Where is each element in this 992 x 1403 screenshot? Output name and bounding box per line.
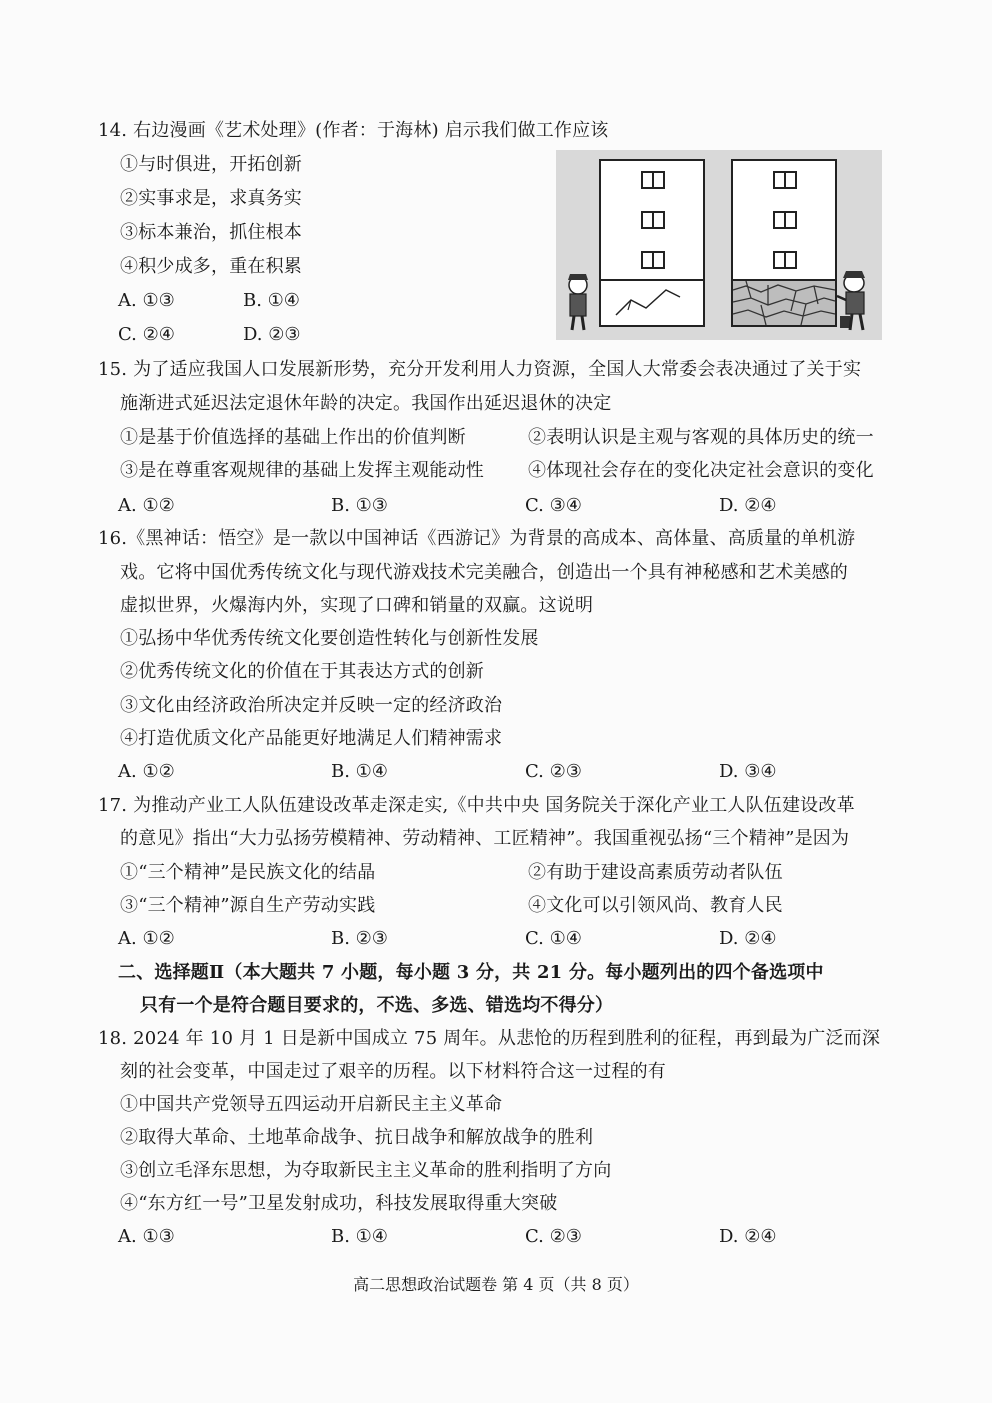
section-2-heading-line-2: 只有一个是符合题目要求的，不选、多选、错选均不得分） [140,995,614,1016]
q14-option-b: B. ①④ [243,290,300,311]
q14-option-c: C. ②④ [118,324,175,345]
q18-item-2: ②取得大革命、土地革命战争、抗日战争和解放战争的胜利 [120,1127,594,1148]
q15-item-1: ①是基于价值选择的基础上作出的价值判断 [120,427,466,448]
q16-item-3: ③文化由经济政治所决定并反映一定的经济政治 [120,695,503,716]
q16-item-4: ④打造优质文化产品能更好地满足人们精神需求 [120,728,503,749]
q18-item-1: ①中国共产党领导五四运动开启新民主主义革命 [120,1094,503,1115]
q16-option-a: A. ①② [118,761,175,782]
q18-option-d: D. ②④ [719,1226,777,1247]
q18-item-3: ③创立毛泽东思想，为夺取新民主主义革命的胜利指明了方向 [120,1160,612,1181]
q14-item-4: ④积少成多，重在积累 [120,256,302,277]
q17-item-4: ④文化可以引领风尚、教育人民 [528,895,783,916]
section-2-heading-line-1: 二、选择题Ⅱ（本大题共 7 小题，每小题 3 分，共 21 分。每小题列出的四个备选项中 [118,962,824,983]
q16-stem-line-3: 虚拟世界，火爆海内外，实现了口碑和销量的双赢。这说明 [120,595,594,616]
q17-item-1: ①“三个精神”是民族文化的结晶 [120,862,376,883]
q16-item-2: ②优秀传统文化的价值在于其表达方式的创新 [120,661,484,682]
q15-option-c: C. ③④ [525,495,582,516]
q17-item-2: ②有助于建设高素质劳动者队伍 [528,862,783,883]
q15-item-4: ④体现社会存在的变化决定社会意识的变化 [528,460,874,481]
q16-stem-line-2: 戏。它将中国优秀传统文化与现代游戏技术完美融合，创造出一个具有神秘感和艺术美感的 [120,562,848,583]
cartoon-illustration [556,150,882,340]
q14-option-d: D. ②③ [243,324,301,345]
q18-stem-line-1: 18. 2024 年 10 月 1 日是新中国成立 75 周年。从悲怆的历程到胜利的征程，再到最为广泛而深 [98,1028,881,1049]
q16-option-d: D. ③④ [719,761,777,782]
q15-option-d: D. ②④ [719,495,777,516]
q15-stem-line-2: 施渐进式延迟法定退休年龄的决定。我国作出延迟退休的决定 [120,393,612,414]
q16-option-b: B. ①④ [331,761,388,782]
q18-item-4: ④“东方红一号”卫星发射成功，科技发展取得重大突破 [120,1193,558,1214]
q17-stem-line-2: 的意见》指出“大力弘扬劳模精神、劳动精神、工匠精神”。我国重视弘扬“三个精神”是因为 [120,828,850,849]
q16-item-1: ①弘扬中华优秀传统文化要创造性转化与创新性发展 [120,628,539,649]
q17-option-d: D. ②④ [719,928,777,949]
q15-item-3: ③是在尊重客观规律的基础上发挥主观能动性 [120,460,484,481]
q17-option-a: A. ①② [118,928,175,949]
q18-option-b: B. ①④ [331,1226,388,1247]
q18-option-a: A. ①③ [118,1226,175,1247]
q14-item-3: ③标本兼治，抓住根本 [120,222,302,243]
q15-option-a: A. ①② [118,495,175,516]
q15-item-2: ②表明认识是主观与客观的具体历史的统一 [528,427,874,448]
q14-item-2: ②实事求是，求真务实 [120,188,302,209]
q14-stem: 14. 右边漫画《艺术处理》(作者：于海林) 启示我们做工作应该 [98,120,609,141]
q16-option-c: C. ②③ [525,761,582,782]
q17-option-c: C. ①④ [525,928,582,949]
right-building [732,160,836,326]
page-footer: 高二思想政治试题卷 第 4 页（共 8 页） [353,1275,639,1294]
q14-item-1: ①与时俱进，开拓创新 [120,154,302,175]
q17-stem-line-1: 17. 为推动产业工人队伍建设改革走深走实,《中共中央 国务院关于深化产业工人队伍建设改革 [98,795,855,816]
q18-option-c: C. ②③ [525,1226,582,1247]
q17-item-3: ③“三个精神”源自生产劳动实践 [120,895,376,916]
left-building [600,160,704,326]
q17-option-b: B. ②③ [331,928,388,949]
q15-stem-line-1: 15. 为了适应我国人口发展新形势，充分开发利用人力资源，全国人大常委会表决通过了关于实 [98,359,862,380]
q16-stem-line-1: 16.《黑神话：悟空》是一款以中国神话《西游记》为背景的高成本、高体量、高质量的单机游 [98,528,856,549]
q18-stem-line-2: 刻的社会变革，中国走过了艰辛的历程。以下材料符合这一过程的有 [120,1061,666,1082]
q14-option-a: A. ①③ [118,290,175,311]
q15-option-b: B. ①③ [331,495,388,516]
